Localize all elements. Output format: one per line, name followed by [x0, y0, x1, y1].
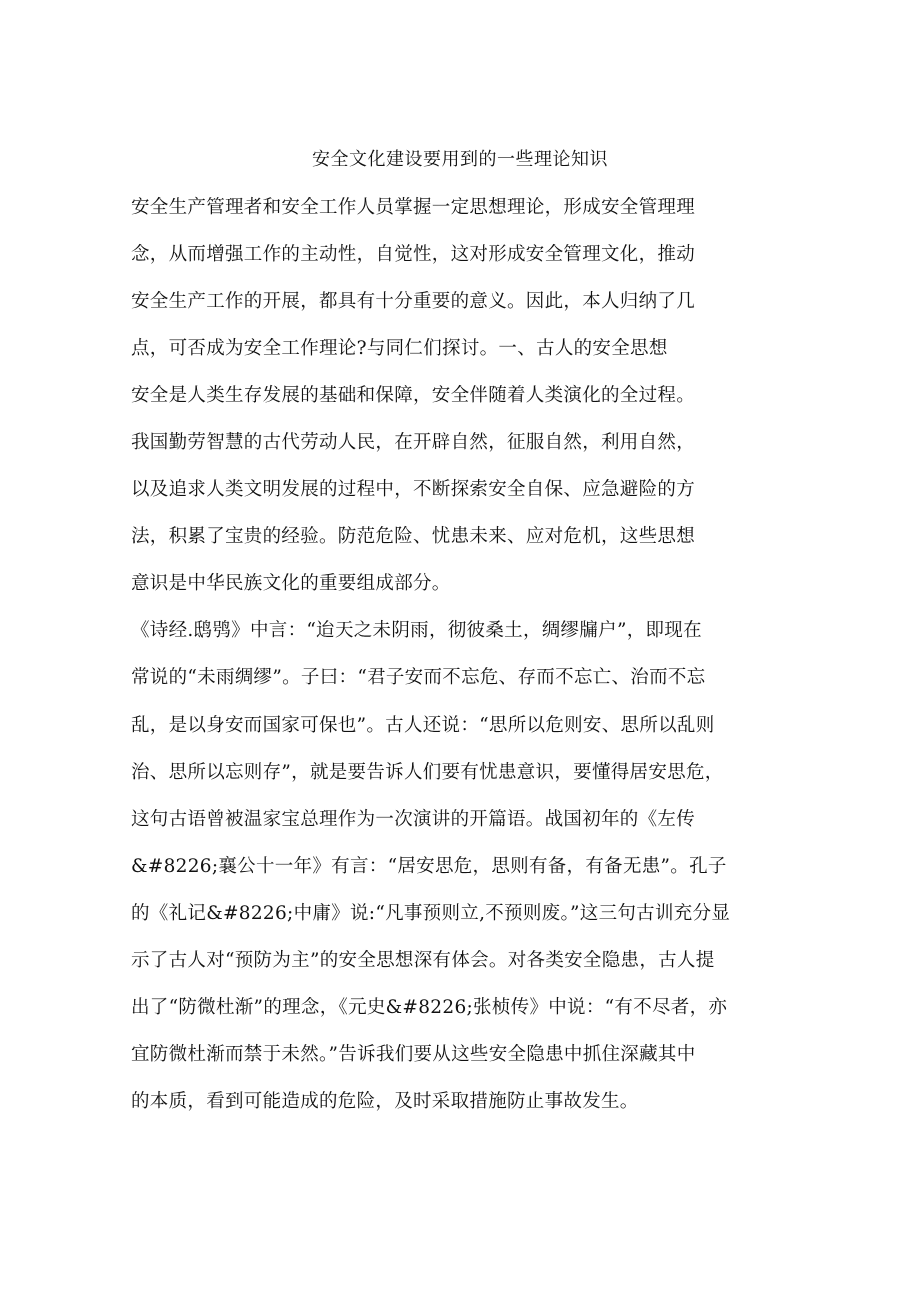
document-body: [131, 196, 891, 1137]
body-line: 我国勤劳智慧的古代劳动人民，在开辟自然，征服自然，利用自然，: [131, 432, 696, 454]
body-line: 常说的“未雨绸缪”。子曰：“君子安而不忘危、存而不忘亡、治而不忘: [131, 667, 706, 689]
body-line: 安全生产管理者和安全工作人员掌握一定思想理论，形成安全管理理: [131, 197, 696, 218]
body-line: &#8226;襄公十一年》有言：“居安思危，思则有备，有备无患”。孔子: [131, 855, 727, 877]
body-line: 治、思所以忘则存”，就是要告诉人们要有忧患意识，要懂得居安思危，: [131, 761, 724, 783]
body-line: 出了“防微杜渐”的理念，《元史&#8226;张桢传》中说：“有不尽者，亦: [131, 996, 728, 1018]
body-line: 以及追求人类文明发展的过程中，不断探索安全自保、应急避险的方: [131, 479, 696, 501]
body-line: 乱，是以身安而国家可保也”。古人还说：“思所以危则安、思所以乱则: [131, 714, 715, 736]
body-line: 的本质，看到可能造成的危险，及时采取措施防止事故发生。: [131, 1090, 639, 1112]
body-line: 意识是中华民族文化的重要组成部分。: [131, 573, 451, 595]
document-title: 安全文化建设要用到的一些理论知识: [312, 149, 608, 170]
body-line: 这句古语曾被温家宝总理作为一次演讲的开篇语。战国初年的《左传: [131, 808, 696, 830]
body-line: 安全生产工作的开展，都具有十分重要的意义。因此，本人归纳了几: [131, 291, 696, 313]
body-line: 示了古人对“预防为主”的安全思想深有体会。对各类安全隐患，古人提: [131, 949, 715, 971]
body-line: 宜防微杜渐而禁于未然。”告诉我们要从这些安全隐患中抓住深藏其中: [131, 1043, 696, 1065]
body-line: 的《礼记&#8226;中庸》说:“凡事预则立,不预则废。”这三句古训充分显: [131, 902, 731, 924]
body-line: 《诗经.鸱鸮》中言：“迨天之未阴雨，彻彼桑土，绸缪牖户”，即现在: [131, 620, 702, 642]
body-line: 点，可否成为安全工作理论?与同仁们探讨。一、古人的安全思想: [131, 338, 668, 360]
body-line: 安全是人类生存发展的基础和保障，安全伴随着人类演化的全过程。: [131, 385, 696, 407]
body-line: 法，积累了宝贵的经验。防范危险、忧患未来、应对危机，这些思想: [131, 526, 696, 548]
body-line: 念，从而增强工作的主动性，自觉性，这对形成安全管理文化，推动: [131, 244, 696, 266]
